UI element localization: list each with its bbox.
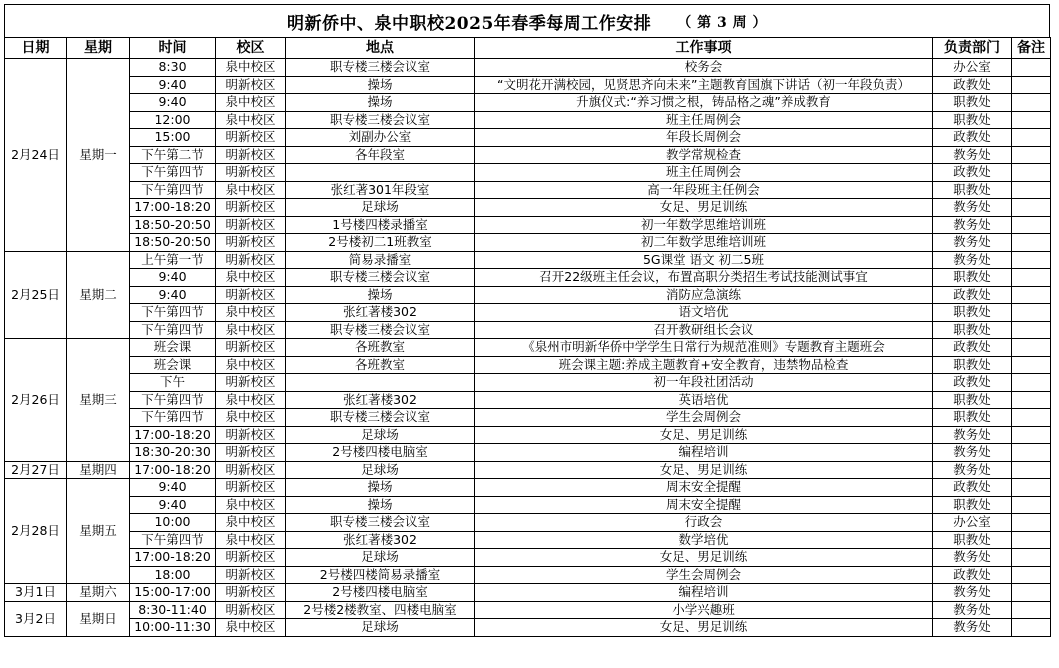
cell-weekday: 星期六: [67, 584, 130, 602]
cell-campus: 泉中校区: [216, 619, 286, 637]
cell-weekday: 星期一: [67, 59, 130, 252]
cell-department: 办公室: [933, 59, 1012, 77]
cell-time: 下午第四节: [130, 304, 216, 322]
cell-time: 下午第四节: [130, 531, 216, 549]
cell-location: 操场: [286, 286, 475, 304]
cell-department: 教务处: [933, 584, 1012, 602]
table-row: [5, 269, 1051, 287]
cell-notes: [1012, 59, 1051, 77]
week-number: （ 第 3 周 ）: [677, 14, 768, 31]
cell-campus: 明新校区: [216, 146, 286, 164]
cell-campus: 明新校区: [216, 601, 286, 619]
cell-department: 职教处: [933, 181, 1012, 199]
cell-department: 职教处: [933, 304, 1012, 322]
cell-location: 足球场: [286, 549, 475, 567]
cell-task: 语文培优: [475, 304, 933, 322]
header-date: 日期: [5, 38, 67, 59]
cell-notes: [1012, 181, 1051, 199]
table-row: [5, 339, 1051, 357]
cell-department: 政教处: [933, 164, 1012, 182]
cell-task: 初一年段社团活动: [475, 374, 933, 392]
cell-date: 2月27日: [5, 461, 67, 479]
cell-notes: [1012, 339, 1051, 357]
cell-time: 下午第二节: [130, 146, 216, 164]
table-row: [5, 514, 1051, 532]
cell-time: 9:40: [130, 76, 216, 94]
cell-notes: [1012, 76, 1051, 94]
cell-location: 职专楼三楼会议室: [286, 514, 475, 532]
cell-weekday: 星期四: [67, 461, 130, 479]
cell-department: 政教处: [933, 374, 1012, 392]
table-row: [5, 409, 1051, 427]
cell-department: 职教处: [933, 531, 1012, 549]
cell-task: 5G课堂 语文 初二5班: [475, 251, 933, 269]
cell-time: 17:00-18:20: [130, 461, 216, 479]
header-campus: 校区: [216, 38, 286, 59]
cell-time: 15:00-17:00: [130, 584, 216, 602]
cell-location: 操场: [286, 479, 475, 497]
cell-time: 9:40: [130, 496, 216, 514]
header-time: 时间: [130, 38, 216, 59]
cell-time: 上午第一节: [130, 251, 216, 269]
cell-campus: 泉中校区: [216, 111, 286, 129]
cell-department: 政教处: [933, 479, 1012, 497]
cell-location: 足球场: [286, 619, 475, 637]
cell-task: 女足、男足训练: [475, 199, 933, 217]
cell-time: 9:40: [130, 479, 216, 497]
cell-department: 政教处: [933, 339, 1012, 357]
cell-location: 各年段室: [286, 146, 475, 164]
cell-department: 办公室: [933, 514, 1012, 532]
cell-location: 操场: [286, 94, 475, 112]
cell-notes: [1012, 409, 1051, 427]
cell-department: 职教处: [933, 111, 1012, 129]
cell-department: 职教处: [933, 269, 1012, 287]
cell-notes: [1012, 426, 1051, 444]
cell-task: 召开教研组长会议: [475, 321, 933, 339]
table-row: [5, 59, 1051, 77]
table-row: [5, 216, 1051, 234]
cell-notes: [1012, 391, 1051, 409]
cell-notes: [1012, 566, 1051, 584]
cell-campus: 泉中校区: [216, 304, 286, 322]
cell-time: 9:40: [130, 94, 216, 112]
cell-campus: 泉中校区: [216, 496, 286, 514]
cell-campus: 泉中校区: [216, 409, 286, 427]
cell-location: 2号楼2楼教室、四楼电脑室: [286, 601, 475, 619]
cell-campus: 明新校区: [216, 164, 286, 182]
cell-time: 17:00-18:20: [130, 199, 216, 217]
cell-campus: 明新校区: [216, 234, 286, 252]
cell-date: 3月2日: [5, 601, 67, 636]
cell-time: 18:00: [130, 566, 216, 584]
cell-location: 足球场: [286, 199, 475, 217]
cell-time: 9:40: [130, 286, 216, 304]
cell-notes: [1012, 496, 1051, 514]
cell-date: 2月28日: [5, 479, 67, 584]
table-row: [5, 549, 1051, 567]
table-row: [5, 531, 1051, 549]
cell-location: 职专楼三楼会议室: [286, 321, 475, 339]
table-row: [5, 444, 1051, 462]
cell-time: 下午第四节: [130, 391, 216, 409]
cell-weekday: 星期二: [67, 251, 130, 339]
schedule-body: [5, 59, 1051, 637]
cell-time: 下午: [130, 374, 216, 392]
cell-location: 2号楼四楼电脑室: [286, 444, 475, 462]
table-row: [5, 426, 1051, 444]
cell-time: 18:50-20:50: [130, 234, 216, 252]
cell-task: 班主任周例会: [475, 164, 933, 182]
cell-time: 17:00-18:20: [130, 549, 216, 567]
table-row: [5, 566, 1051, 584]
cell-notes: [1012, 479, 1051, 497]
cell-time: 17:00-18:20: [130, 426, 216, 444]
cell-campus: 明新校区: [216, 374, 286, 392]
cell-task: 校务会: [475, 59, 933, 77]
table-row: [5, 164, 1051, 182]
cell-notes: [1012, 584, 1051, 602]
cell-notes: [1012, 619, 1051, 637]
cell-task: 小学兴趣班: [475, 601, 933, 619]
cell-task: 学生会周例会: [475, 409, 933, 427]
cell-department: 教务处: [933, 601, 1012, 619]
cell-notes: [1012, 444, 1051, 462]
cell-time: 18:50-20:50: [130, 216, 216, 234]
cell-notes: [1012, 514, 1051, 532]
table-row: [5, 496, 1051, 514]
table-row: [5, 391, 1051, 409]
cell-department: 政教处: [933, 76, 1012, 94]
cell-notes: [1012, 216, 1051, 234]
cell-time: 8:30-11:40: [130, 601, 216, 619]
table-row: [5, 356, 1051, 374]
table-row: [5, 601, 1051, 619]
cell-campus: 泉中校区: [216, 181, 286, 199]
cell-notes: [1012, 234, 1051, 252]
cell-campus: 明新校区: [216, 426, 286, 444]
table-row: [5, 619, 1051, 637]
cell-department: 教务处: [933, 444, 1012, 462]
cell-campus: 明新校区: [216, 216, 286, 234]
cell-time: 12:00: [130, 111, 216, 129]
cell-department: 职教处: [933, 94, 1012, 112]
table-row: [5, 234, 1051, 252]
table-row: [5, 76, 1051, 94]
schedule-title-row: [4, 4, 1050, 38]
cell-department: 教务处: [933, 426, 1012, 444]
cell-department: 职教处: [933, 321, 1012, 339]
cell-weekday: 星期三: [67, 339, 130, 462]
table-row: [5, 321, 1051, 339]
cell-location: 职专楼三楼会议室: [286, 111, 475, 129]
cell-department: 职教处: [933, 496, 1012, 514]
cell-notes: [1012, 286, 1051, 304]
cell-location: 张红著楼302: [286, 531, 475, 549]
cell-task: 女足、男足训练: [475, 426, 933, 444]
table-row: [5, 146, 1051, 164]
cell-time: 下午第四节: [130, 409, 216, 427]
cell-campus: 泉中校区: [216, 531, 286, 549]
header-location: 地点: [286, 38, 475, 59]
cell-location: 操场: [286, 76, 475, 94]
cell-task: 年段长周例会: [475, 129, 933, 147]
cell-time: 15:00: [130, 129, 216, 147]
cell-weekday: 星期五: [67, 479, 130, 584]
cell-campus: 泉中校区: [216, 59, 286, 77]
cell-campus: 明新校区: [216, 199, 286, 217]
cell-task: 编程培训: [475, 584, 933, 602]
cell-campus: 明新校区: [216, 251, 286, 269]
cell-location: 张红著301年段室: [286, 181, 475, 199]
cell-time: 10:00: [130, 514, 216, 532]
cell-task: 数学培优: [475, 531, 933, 549]
table-row: [5, 111, 1051, 129]
cell-task: 消防应急演练: [475, 286, 933, 304]
cell-task: 女足、男足训练: [475, 549, 933, 567]
cell-task: 编程培训: [475, 444, 933, 462]
cell-notes: [1012, 199, 1051, 217]
cell-campus: 泉中校区: [216, 94, 286, 112]
cell-notes: [1012, 321, 1051, 339]
cell-time: 10:00-11:30: [130, 619, 216, 637]
cell-task: 行政会: [475, 514, 933, 532]
cell-location: 2号楼四楼电脑室: [286, 584, 475, 602]
cell-campus: 泉中校区: [216, 391, 286, 409]
cell-campus: 泉中校区: [216, 514, 286, 532]
cell-time: 下午第四节: [130, 181, 216, 199]
cell-notes: [1012, 129, 1051, 147]
cell-notes: [1012, 164, 1051, 182]
table-row: [5, 461, 1051, 479]
cell-notes: [1012, 601, 1051, 619]
cell-location: 各班教室: [286, 339, 475, 357]
cell-location: 张红著楼302: [286, 304, 475, 322]
cell-campus: 明新校区: [216, 444, 286, 462]
cell-task: 初二年数学思维培训班: [475, 234, 933, 252]
cell-location: 张红著楼302: [286, 391, 475, 409]
cell-department: 教务处: [933, 199, 1012, 217]
cell-notes: [1012, 461, 1051, 479]
cell-location: 足球场: [286, 426, 475, 444]
cell-date: 2月25日: [5, 251, 67, 339]
cell-department: 教务处: [933, 619, 1012, 637]
cell-campus: 泉中校区: [216, 356, 286, 374]
table-row: [5, 181, 1051, 199]
cell-time: 下午第四节: [130, 164, 216, 182]
cell-department: 政教处: [933, 566, 1012, 584]
header-row: [5, 38, 1051, 59]
cell-time: 8:30: [130, 59, 216, 77]
cell-task: 《泉州市明新华侨中学学生日常行为规范准则》专题教育主题班会: [475, 339, 933, 357]
cell-campus: 泉中校区: [216, 321, 286, 339]
cell-time: 班会课: [130, 356, 216, 374]
cell-time: 下午第四节: [130, 321, 216, 339]
cell-notes: [1012, 111, 1051, 129]
cell-task: 女足、男足训练: [475, 461, 933, 479]
cell-location: 刘副办公室: [286, 129, 475, 147]
cell-task: 初一年数学思维培训班: [475, 216, 933, 234]
table-row: [5, 94, 1051, 112]
cell-task: 周末安全提醒: [475, 496, 933, 514]
cell-location: [286, 164, 475, 182]
cell-location: 职专楼三楼会议室: [286, 409, 475, 427]
header-notes: 备注: [1012, 38, 1051, 59]
cell-location: 简易录播室: [286, 251, 475, 269]
cell-department: 教务处: [933, 549, 1012, 567]
cell-task: 周末安全提醒: [475, 479, 933, 497]
cell-campus: 明新校区: [216, 76, 286, 94]
cell-task: 女足、男足训练: [475, 619, 933, 637]
cell-department: 政教处: [933, 286, 1012, 304]
cell-location: 各班教室: [286, 356, 475, 374]
cell-location: 操场: [286, 496, 475, 514]
cell-location: [286, 374, 475, 392]
table-row: [5, 199, 1051, 217]
table-row: [5, 304, 1051, 322]
cell-campus: 明新校区: [216, 129, 286, 147]
table-row: [5, 286, 1051, 304]
table-row: [5, 374, 1051, 392]
table-row: [5, 129, 1051, 147]
cell-notes: [1012, 251, 1051, 269]
cell-task: 班主任周例会: [475, 111, 933, 129]
cell-department: 职教处: [933, 356, 1012, 374]
cell-campus: 明新校区: [216, 584, 286, 602]
cell-department: 职教处: [933, 391, 1012, 409]
header-weekday: 星期: [67, 38, 130, 59]
cell-department: 教务处: [933, 251, 1012, 269]
cell-notes: [1012, 94, 1051, 112]
cell-task: 班会课主题:养成主题教育+安全教育，违禁物品检查: [475, 356, 933, 374]
cell-location: 职专楼三楼会议室: [286, 59, 475, 77]
cell-campus: 明新校区: [216, 549, 286, 567]
cell-task: “文明花开满校园，见贤思齐向未来”主题教育国旗下讲话（初一年段负责）: [475, 76, 933, 94]
cell-task: 教学常规检查: [475, 146, 933, 164]
cell-department: 教务处: [933, 146, 1012, 164]
cell-notes: [1012, 374, 1051, 392]
cell-department: 职教处: [933, 409, 1012, 427]
cell-campus: 明新校区: [216, 479, 286, 497]
cell-notes: [1012, 146, 1051, 164]
table-row: [5, 584, 1051, 602]
cell-location: 1号楼四楼录播室: [286, 216, 475, 234]
cell-campus: 明新校区: [216, 566, 286, 584]
cell-task: 学生会周例会: [475, 566, 933, 584]
cell-notes: [1012, 269, 1051, 287]
cell-campus: 明新校区: [216, 286, 286, 304]
cell-location: 2号楼四楼简易录播室: [286, 566, 475, 584]
table-row: [5, 479, 1051, 497]
cell-date: 2月24日: [5, 59, 67, 252]
cell-department: 政教处: [933, 129, 1012, 147]
cell-department: 教务处: [933, 234, 1012, 252]
cell-weekday: 星期日: [67, 601, 130, 636]
header-task: 工作事项: [475, 38, 933, 59]
cell-date: 2月26日: [5, 339, 67, 462]
table-row: [5, 251, 1051, 269]
cell-notes: [1012, 531, 1051, 549]
cell-time: 9:40: [130, 269, 216, 287]
cell-department: 教务处: [933, 216, 1012, 234]
cell-notes: [1012, 356, 1051, 374]
header-department: 负责部门: [933, 38, 1012, 59]
cell-location: 2号楼初二1班教室: [286, 234, 475, 252]
cell-task: 英语培优: [475, 391, 933, 409]
cell-department: 教务处: [933, 461, 1012, 479]
cell-location: 职专楼三楼会议室: [286, 269, 475, 287]
cell-task: 升旗仪式:“养习惯之根，铸品格之魂”养成教育: [475, 94, 933, 112]
cell-campus: 明新校区: [216, 339, 286, 357]
cell-task: 高一年段班主任例会: [475, 181, 933, 199]
cell-date: 3月1日: [5, 584, 67, 602]
cell-notes: [1012, 549, 1051, 567]
schedule-table: [4, 37, 1051, 637]
cell-notes: [1012, 304, 1051, 322]
schedule-title: 明新侨中、泉中职校2025年春季每周工作安排: [286, 14, 652, 34]
cell-time: 班会课: [130, 339, 216, 357]
cell-campus: 泉中校区: [216, 269, 286, 287]
cell-task: 召开22级班主任会议，布置高职分类招生考试技能测试事宜: [475, 269, 933, 287]
cell-location: 足球场: [286, 461, 475, 479]
cell-time: 18:30-20:30: [130, 444, 216, 462]
cell-campus: 明新校区: [216, 461, 286, 479]
